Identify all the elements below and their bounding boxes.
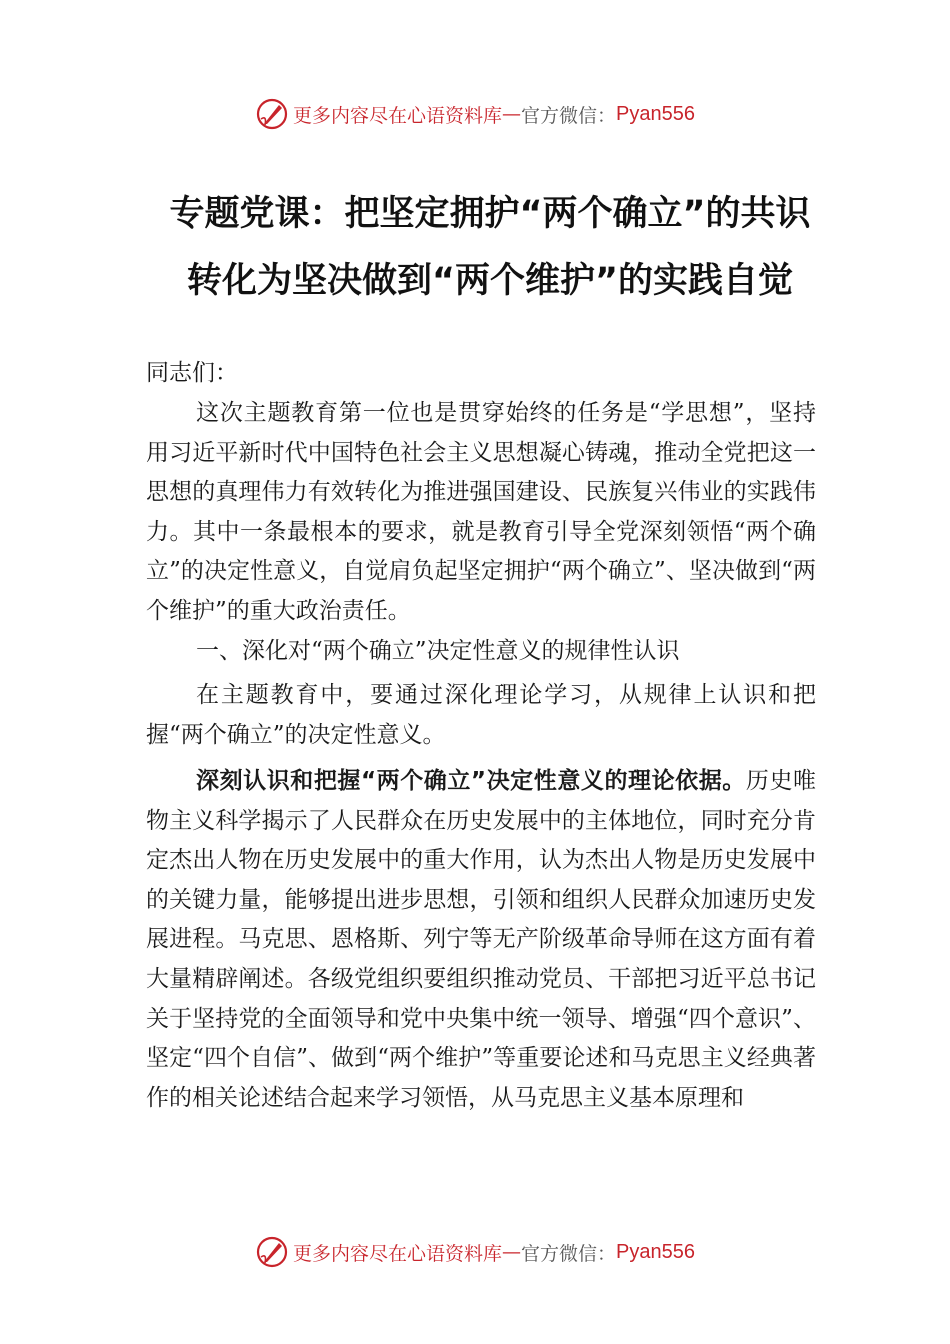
banner-wechat-id: Pyan556 <box>616 102 695 125</box>
header-banner <box>0 94 950 134</box>
footer-wechat-label: 官方微信： <box>521 1242 617 1265</box>
paragraph-3 <box>146 762 816 1118</box>
paragraph-3-text: 历史唯物主义科学揭示了人民群众在历史发展中的主体地位，同时充分肯定杰出人物在历史发展中的重大作用，认为杰出人物是历史发展中的关键力量，能够提出进步思想，引领和组织人民群众加速历史发展进程。马克思、恩格斯、列宁等无产阶级革命导师在这方面有着大量精辟阐述。各级党组织要组织推动党员、干部把习近平总书记关于坚持党的全面领导和党中央集中统一领导、增强“四个意识”、坚定“四个自信”、做到“两个维护”等重要论述和马克思主义经典著作的相关论述结合起来学习领悟，从马克思主义基本原理和 <box>146 768 817 1111</box>
banner-wechat-label: 官方微信： <box>521 104 617 127</box>
footer-main-text: 更多内容尽在心语资料库 <box>293 1242 503 1265</box>
footer-wechat-id: Pyan556 <box>616 1240 695 1263</box>
footer-dash: — <box>502 1241 522 1263</box>
banner-dash: — <box>502 103 522 125</box>
section-heading-1: 一、深化对“两个确立”决定性意义的规律性认识 <box>196 638 680 664</box>
paragraph-2: 在主题教育中，要通过深化理论学习，从规律上认识和把握“两个确立”的决定性意义。 <box>146 682 816 748</box>
footer-banner <box>0 1232 950 1272</box>
page-title-line-2: 转化为坚决做到“两个维护”的实践自觉 <box>186 261 793 301</box>
quill-circle-icon <box>255 1235 289 1269</box>
paragraph-3-lead: 深刻认识和把握“两个确立”决定性意义的理论依据。 <box>196 768 746 794</box>
quill-circle-icon <box>255 97 289 131</box>
paragraph-1: 这次主题教育第一位也是贯穿始终的任务是“学思想”，坚持用习近平新时代中国特色社会主义思想凝心铸魂，推动全党把这一思想的真理伟力有效转化为推进强国建设、民族复兴伟业的实践伟力。其中一条最根本的要求，就是教育引导全党深刻领悟“两个确立”的决定性意义，自觉肩负起坚定拥护“两个确立”、坚决做到“两个维护”的重大政治责任。 <box>146 400 816 624</box>
page-title-line-1: 专题党课：把坚定拥护“两个确立”的共识 <box>169 194 811 234</box>
banner-main-text: 更多内容尽在心语资料库 <box>293 104 503 127</box>
salutation: 同志们： <box>146 360 238 386</box>
